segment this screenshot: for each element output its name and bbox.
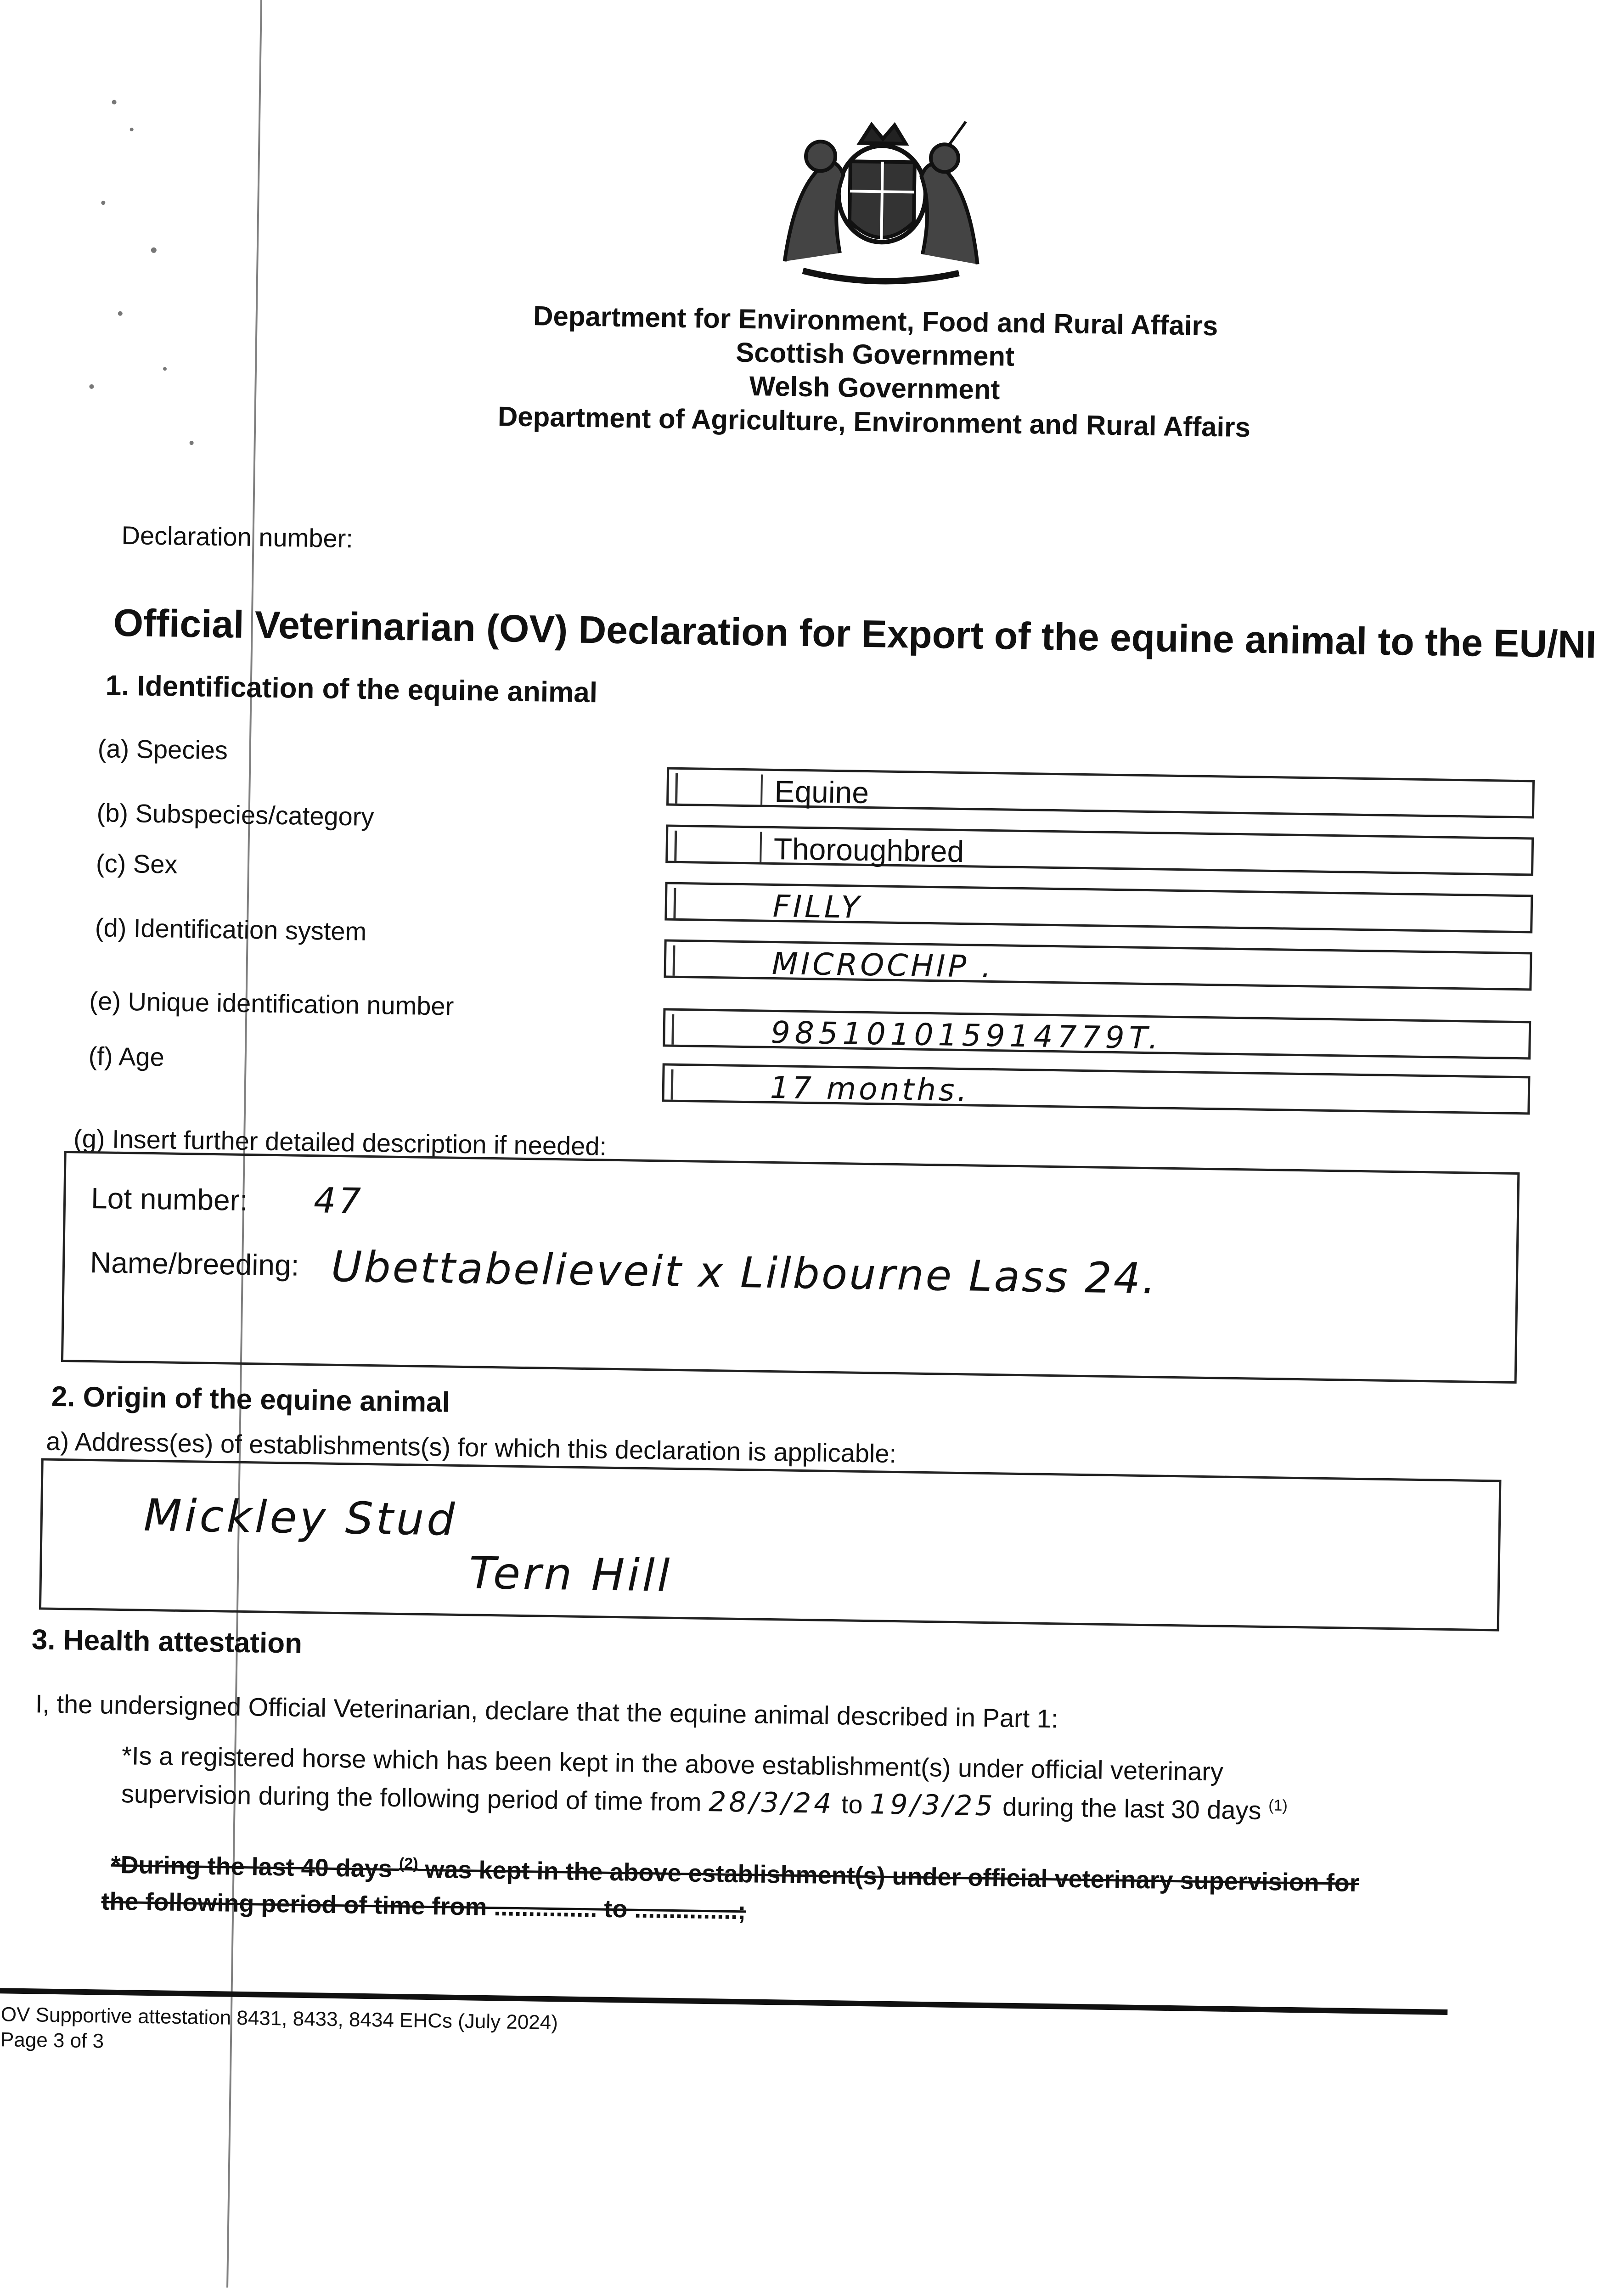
field-edge-mark — [760, 775, 763, 805]
species-label: (a) Species — [97, 734, 228, 765]
struck-text: *During the last 40 days — [111, 1851, 393, 1883]
address-line1: Mickley Stud — [143, 1489, 458, 1546]
species-value: Equine — [774, 774, 869, 810]
scan-speck — [163, 367, 167, 371]
declaration-number-label: Declaration number: — [121, 520, 354, 553]
unique-id-label: (e) Unique identification number — [89, 986, 454, 1021]
field-edge-mark — [675, 773, 678, 804]
scan-speck — [89, 384, 94, 389]
attestation-period-end-text: during the last 30 days — [1002, 1792, 1261, 1825]
identification-system-value: MICROCHIP . — [771, 945, 994, 985]
unique-id-field[interactable] — [663, 1008, 1531, 1059]
field-edge-mark — [671, 1069, 674, 1100]
sex-field[interactable] — [664, 882, 1533, 933]
footer — [0, 2002, 558, 2060]
struck-text: was kept in the above establishment(s) under official veterinary supervision for — [424, 1855, 1360, 1897]
identification-system-field[interactable] — [664, 939, 1532, 990]
age-field[interactable] — [662, 1063, 1530, 1114]
footnote-marker-1: (1) — [1268, 1796, 1288, 1815]
sex-value: FILLY — [772, 888, 863, 925]
age-value: 17 months. — [770, 1069, 970, 1109]
subspecies-label: (b) Subspecies/category — [96, 798, 374, 832]
attestation-para1-line1: *Is a registered horse which has been kept in the above establishment(s) under official veterinary — [121, 1741, 1224, 1786]
address-box[interactable] — [39, 1458, 1502, 1631]
age-label: (f) Age — [88, 1041, 165, 1072]
footnote-marker-2: (2) — [399, 1855, 418, 1873]
address-line2: Tern Hill — [468, 1547, 673, 1602]
page-number: Page 3 of 3 — [0, 2028, 104, 2053]
field-edge-mark — [760, 832, 762, 862]
address-label: a) Address(es) of establishments(s) for which this declaration is applicable: — [45, 1426, 897, 1469]
further-description-box[interactable] — [61, 1151, 1520, 1384]
to-word: to — [841, 1790, 863, 1819]
royal-coat-of-arms-icon — [766, 114, 998, 292]
document-title: Official Veterinarian (OV) Declaration for Export of the equine animal to the EU/NI — [113, 601, 1597, 666]
attestation-period-text: supervision during the following period of time from — [121, 1779, 702, 1817]
department-line: Scottish Government — [735, 337, 1015, 372]
lot-number-value: 47 — [313, 1180, 364, 1221]
sex-label: (c) Sex — [96, 849, 178, 879]
department-line: Welsh Government — [749, 371, 1000, 405]
struck-attestation-line2 — [101, 1886, 746, 1926]
to-date[interactable]: 19/3/25 — [869, 1788, 996, 1823]
struck-text: the following period of time from ............... to ...............; — [101, 1887, 746, 1925]
scan-speck — [101, 201, 105, 205]
section3-title: 3. Health attestation — [31, 1624, 303, 1660]
from-date[interactable]: 28/3/24 — [708, 1786, 834, 1820]
section2-title: 2. Origin of the equine animal — [51, 1380, 450, 1418]
attestation-intro: I, the undersigned Official Veterinarian, declare that the equine animal described in Part 1: — [35, 1689, 1058, 1733]
footer-attestation-ref: OV Supportive attestation 8431, 8433, 8434 EHCs (July 2024) — [0, 2003, 558, 2034]
scan-speck — [151, 248, 157, 253]
department-line: Department for Environment, Food and Rural Affairs — [533, 300, 1218, 342]
department-heading — [424, 298, 1326, 445]
field-edge-mark — [673, 945, 676, 976]
name-breeding-value: Ubettabelieveit x Lilbourne Lass 24. — [331, 1242, 1158, 1304]
unique-id-value: 985101015914779T. — [771, 1014, 1163, 1056]
subspecies-value: Thoroughbred — [773, 831, 964, 869]
scan-speck — [118, 311, 123, 316]
field-edge-mark — [671, 1014, 674, 1045]
field-edge-mark — [673, 888, 676, 918]
species-field[interactable] — [666, 767, 1535, 818]
further-description-label: (g) Insert further detailed description if needed: — [73, 1124, 607, 1161]
lot-number-label: Lot number: — [90, 1181, 248, 1217]
subspecies-field[interactable] — [665, 824, 1534, 876]
scan-speck — [130, 128, 134, 131]
department-line: Department of Agriculture, Environment and Rural Affairs — [497, 400, 1251, 443]
name-breeding-label: Name/breeding: — [90, 1245, 299, 1282]
scan-speck — [190, 441, 194, 445]
scan-speck — [112, 100, 117, 104]
identification-system-label: (d) Identification system — [95, 913, 367, 946]
section1-title: 1. Identification of the equine animal — [105, 670, 598, 709]
field-edge-mark — [674, 831, 677, 861]
